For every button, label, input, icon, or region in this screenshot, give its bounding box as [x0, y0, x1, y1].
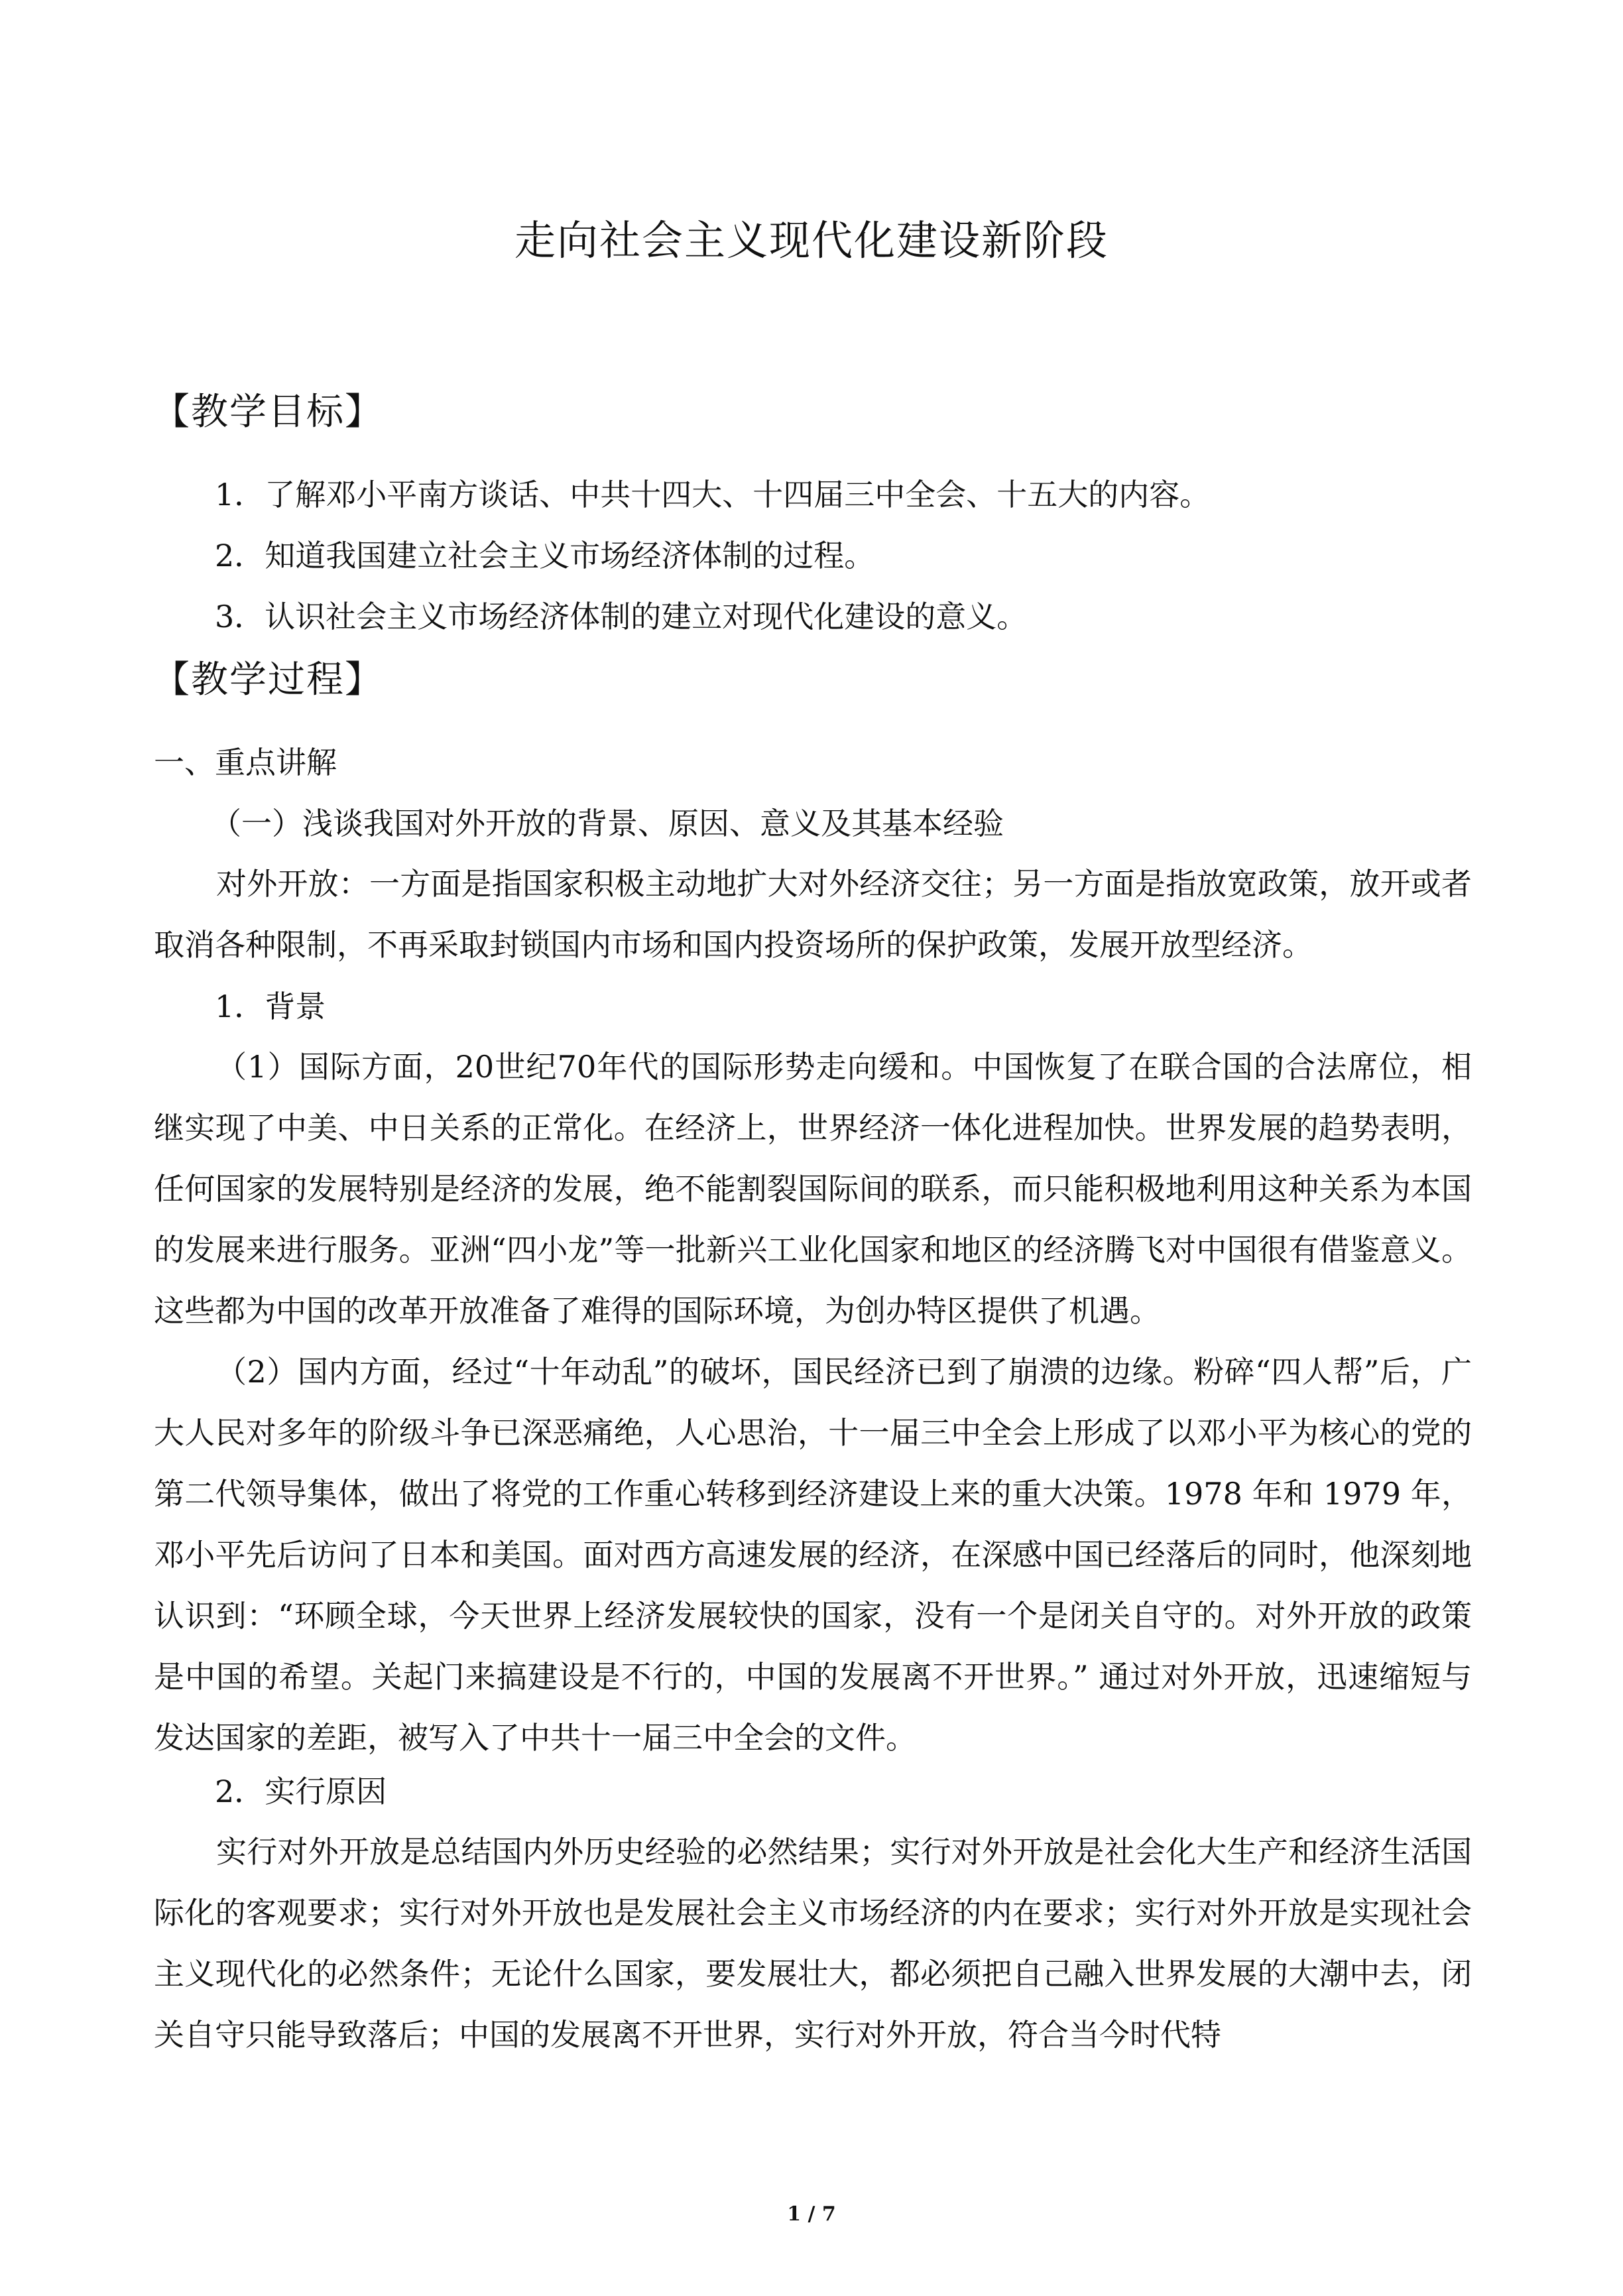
paragraph-definition: 对外开放：一方面是指国家积极主动地扩大对外经济交往；另一方面是指放宽政策，放开或者取消各种限制，不再采取封锁国内市场和国内投资场所的保护政策，发展开放型经济。: [154, 866, 1472, 963]
paragraph-reasons: 实行对外开放是总结国内外历史经验的必然结果；实行对外开放是社会化大生产和经济生活国际化的客观要求；实行对外开放也是发展社会主义市场经济的内在要求；实行对外开放是实现社会主义现代化的必然条件；无论什么国家，要发展壮大，都必须把自己融入世界发展的大潮中去，闭关自守只能导致落后；中国的发展离不开世界，实行对外开放，符合当今时代特: [154, 1834, 1472, 2053]
part-heading: 一、重点讲解: [154, 745, 337, 780]
item-heading-background: 1．背景: [215, 989, 326, 1024]
objective-item-1: 1．了解邓小平南方谈话、中共十四大、十四届三中全会、十五大的内容。: [215, 477, 1211, 513]
section-heading-process: 【教学过程】: [152, 658, 383, 701]
section-heading-objectives: 【教学目标】: [152, 391, 383, 434]
objective-item-2: 2．知道我国建立社会主义市场经济体制的过程。: [215, 538, 875, 574]
document-title: 走向社会主义现代化建设新阶段: [514, 216, 1109, 265]
objective-item-3: 3．认识社会主义市场经济体制的建立对现代化建设的意义。: [215, 599, 1028, 634]
paragraph-international: （1）国际方面，20世纪70年代的国际形势走向缓和。中国恢复了在联合国的合法席位，相继实现了中美、中日关系的正常化。在经济上，世界经济一体化进程加快。世界发展的趋势表明，任何国家的发展特别是经济的发展，绝不能割裂国际间的联系，而只能积极地利用这种关系为本国的发展来进行服务。亚洲“四小龙”等一批新兴工业化国家和地区的经济腾飞对中国很有借鉴意义。这些都为中国的改革开放准备了难得的国际环境，为创办特区提供了机遇。: [154, 1049, 1472, 1329]
page-number: 1 / 7: [787, 2203, 836, 2226]
paragraph-domestic: （2）国内方面，经过“十年动乱”的破坏，国民经济已到了崩溃的边缘。粉碎“四人帮”后，广大人民对多年的阶级斗争已深恶痛绝，人心思治，十一届三中全会上形成了以邓小平为核心的党的第二代领导集体，做出了将党的工作重心转移到经济建设上来的重大决策。1978 年和 1979 年，邓小平先后访问了日本和美国。面对西方高速发展的经济，在深感中国已经落后的同时，他深刻地认识到：“环顾全球，今天世界上经济发展较快的国家，没有一个是闭关自守的。对外开放的政策是中国的希望。关起门来搞建设是不行的，中国的发展离不开世界。” 通过对外开放，迅速缩短与发达国家的差距，被写入了中共十一届三中全会的文件。: [154, 1354, 1472, 1756]
item-heading-reasons: 2．实行原因: [215, 1774, 387, 1809]
sub-heading: （一）浅谈我国对外开放的背景、原因、意义及其基本经验: [211, 806, 1004, 841]
